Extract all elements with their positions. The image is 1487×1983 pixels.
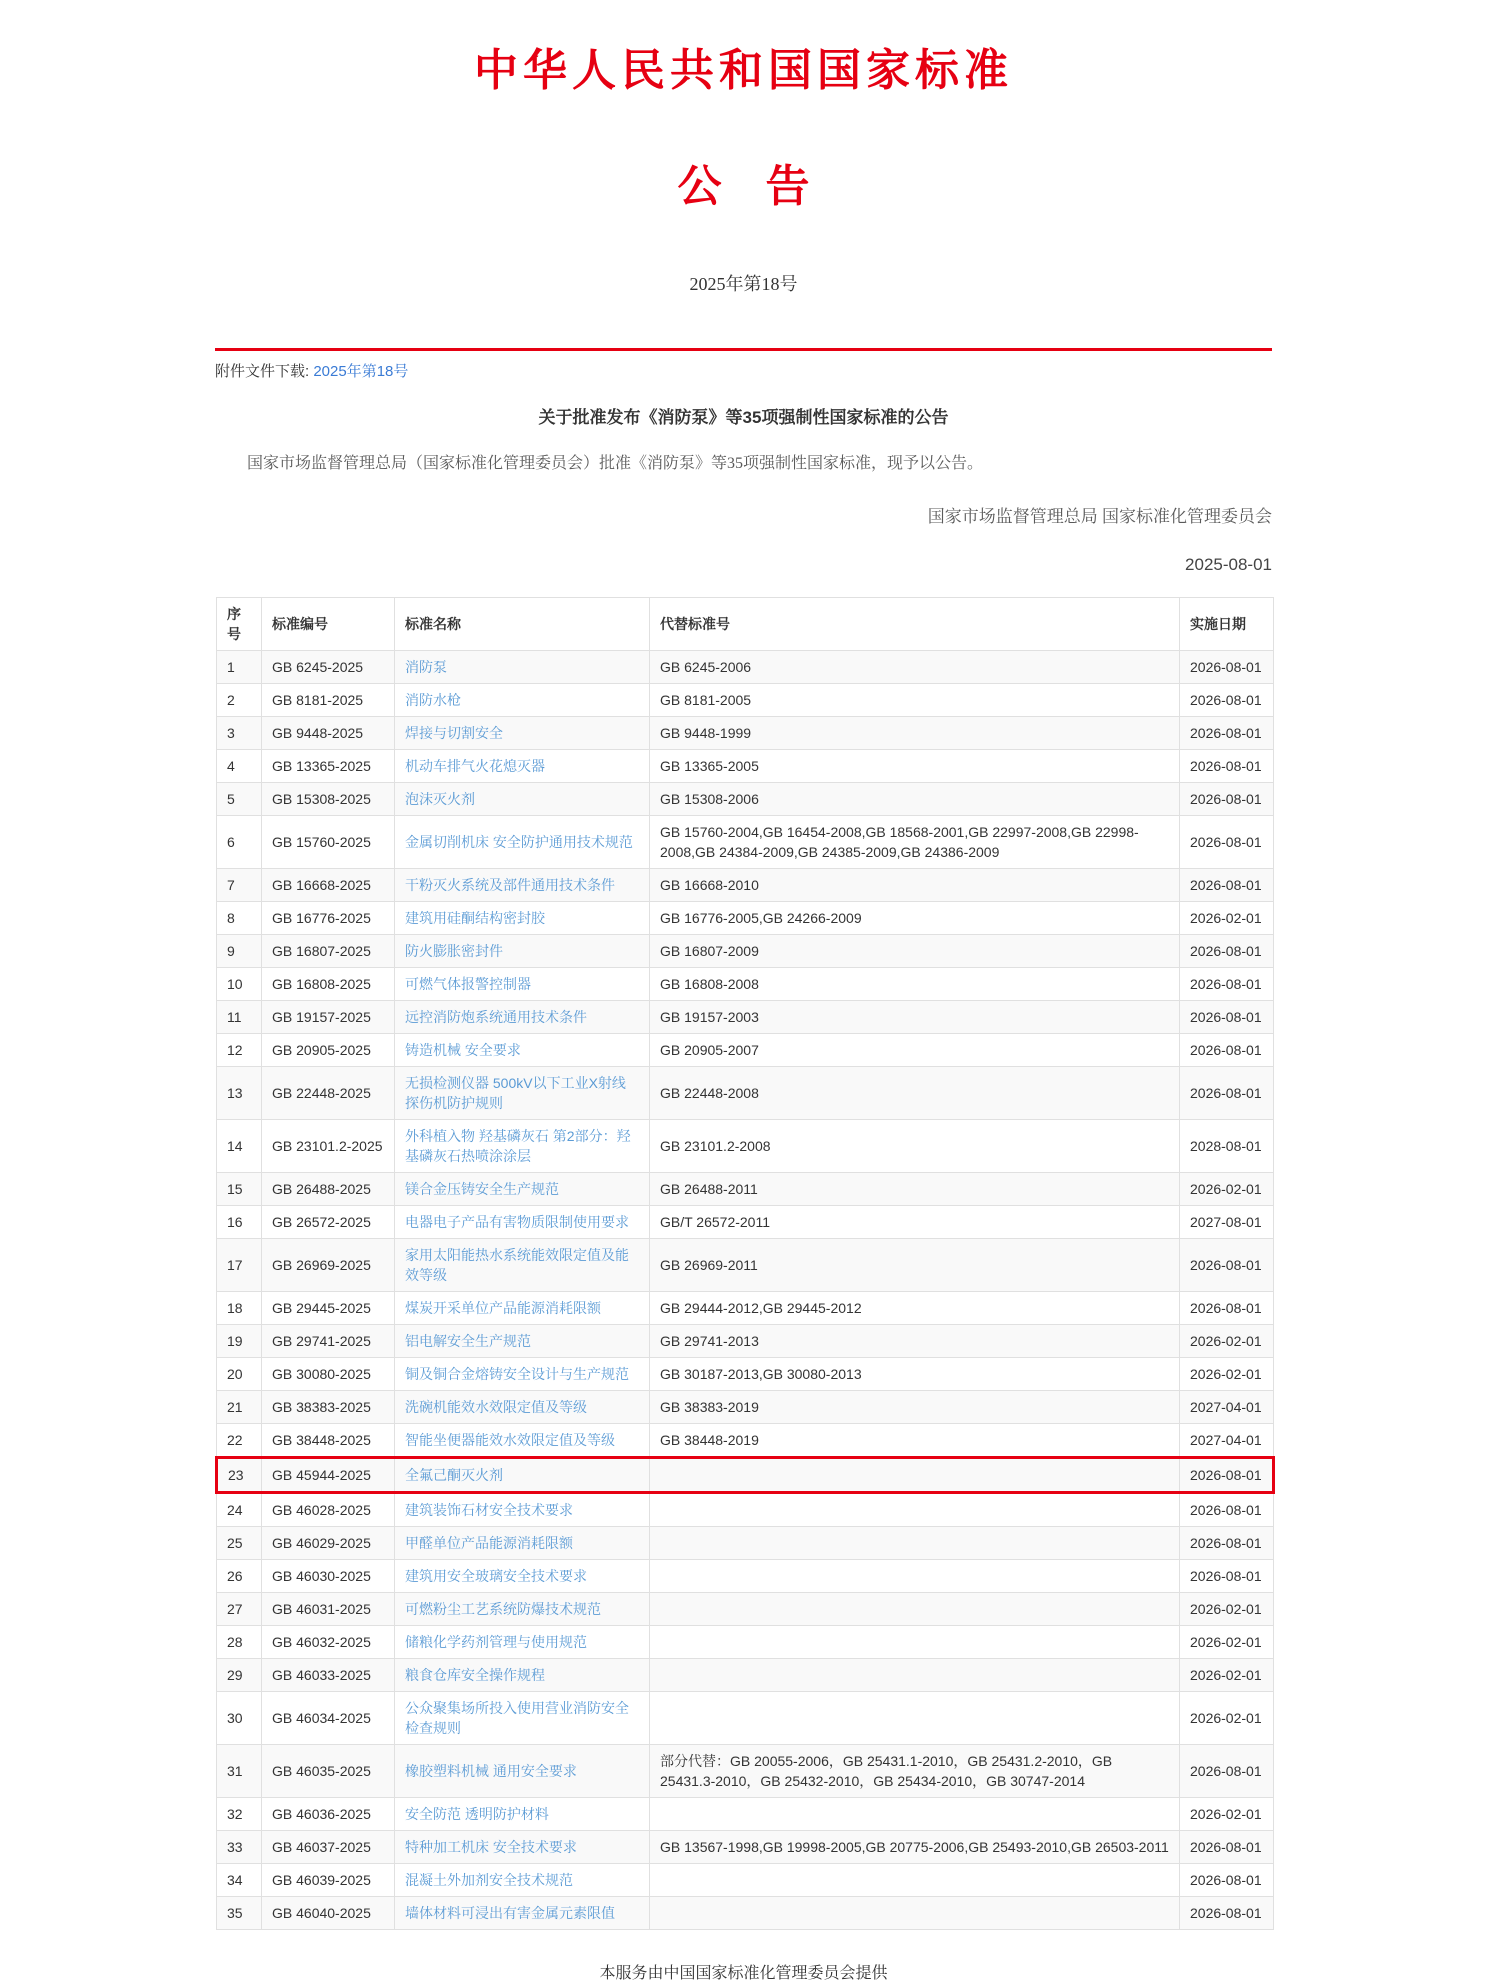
- cell-replaces: GB 29741-2013: [650, 1325, 1180, 1358]
- cell-seq: 13: [217, 1067, 262, 1120]
- standard-name-link[interactable]: 家用太阳能热水系统能效限定值及能效等级: [405, 1247, 629, 1283]
- cell-replaces: GB 22448-2008: [650, 1067, 1180, 1120]
- table-row-highlighted: [217, 1458, 1274, 1493]
- cell-date: 2026-08-01: [1180, 816, 1274, 869]
- header-date: 实施日期: [1180, 598, 1274, 651]
- table-row: [217, 1798, 1274, 1831]
- standard-name-link[interactable]: 橡胶塑料机械 通用安全要求: [405, 1763, 577, 1779]
- cell-replaces: GB/T 26572-2011: [650, 1206, 1180, 1239]
- cell-code: GB 16776-2025: [262, 902, 395, 935]
- standard-name-link[interactable]: 建筑用安全玻璃安全技术要求: [405, 1568, 587, 1584]
- cell-date: 2026-08-01: [1180, 684, 1274, 717]
- cell-replaces: GB 38383-2019: [650, 1391, 1180, 1424]
- cell-name: [395, 1593, 650, 1626]
- table-row: [217, 1067, 1274, 1120]
- cell-replaces: [650, 1692, 1180, 1745]
- cell-date: 2027-08-01: [1180, 1206, 1274, 1239]
- table-row: [217, 684, 1274, 717]
- cell-date: 2026-08-01: [1180, 1831, 1274, 1864]
- table-row: [217, 1593, 1274, 1626]
- cell-replaces: [650, 1593, 1180, 1626]
- cell-name: [395, 750, 650, 783]
- cell-date: 2026-08-01: [1180, 1292, 1274, 1325]
- cell-seq: 8: [217, 902, 262, 935]
- cell-seq: 27: [217, 1593, 262, 1626]
- standard-name-link[interactable]: 建筑用硅酮结构密封胶: [405, 910, 545, 926]
- cell-name: [395, 1745, 650, 1798]
- red-divider: [215, 348, 1272, 351]
- cell-date: 2026-08-01: [1180, 1034, 1274, 1067]
- cell-date: 2026-08-01: [1180, 1458, 1274, 1493]
- standard-name-link[interactable]: 铝电解安全生产规范: [405, 1333, 531, 1349]
- table-row: [217, 935, 1274, 968]
- cell-code: GB 46032-2025: [262, 1626, 395, 1659]
- cell-replaces: [650, 1659, 1180, 1692]
- cell-replaces: [650, 1493, 1180, 1527]
- table-row: [217, 1626, 1274, 1659]
- cell-replaces: GB 8181-2005: [650, 684, 1180, 717]
- standard-name-link[interactable]: 消防水枪: [405, 692, 461, 708]
- header-replaces: 代替标准号: [650, 598, 1180, 651]
- cell-date: 2026-02-01: [1180, 1626, 1274, 1659]
- cell-name: [395, 1206, 650, 1239]
- cell-code: GB 15760-2025: [262, 816, 395, 869]
- announcement-body: 国家市场监督管理总局（国家标准化管理委员会）批准《消防泵》等35项强制性国家标准，现予以公告。: [247, 455, 984, 472]
- cell-code: GB 8181-2025: [262, 684, 395, 717]
- cell-name: [395, 1001, 650, 1034]
- cell-name: [395, 1864, 650, 1897]
- cell-date: 2026-02-01: [1180, 1358, 1274, 1391]
- cell-date: 2026-08-01: [1180, 1527, 1274, 1560]
- standard-name-link[interactable]: 金属切削机床 安全防护通用技术规范: [405, 834, 633, 850]
- cell-code: GB 16808-2025: [262, 968, 395, 1001]
- cell-date: 2027-04-01: [1180, 1424, 1274, 1458]
- table-row: [217, 816, 1274, 869]
- cell-date: 2026-02-01: [1180, 1692, 1274, 1745]
- cell-seq: 35: [217, 1897, 262, 1930]
- cell-name: [395, 1173, 650, 1206]
- cell-date: 2026-08-01: [1180, 1493, 1274, 1527]
- cell-seq: 29: [217, 1659, 262, 1692]
- standards-table-body: [217, 651, 1274, 1930]
- cell-name: [395, 1458, 650, 1493]
- cell-replaces: GB 23101.2-2008: [650, 1120, 1180, 1173]
- cell-seq: 25: [217, 1527, 262, 1560]
- cell-code: GB 38448-2025: [262, 1424, 395, 1458]
- standard-name-link[interactable]: 铜及铜合金熔铸安全设计与生产规范: [405, 1366, 629, 1382]
- cell-seq: 18: [217, 1292, 262, 1325]
- standard-name-link[interactable]: 机动车排气火花熄灭器: [405, 758, 545, 774]
- cell-seq: 5: [217, 783, 262, 816]
- table-row: [217, 1692, 1274, 1745]
- cell-date: 2026-08-01: [1180, 651, 1274, 684]
- cell-seq: 26: [217, 1560, 262, 1593]
- cell-name: [395, 651, 650, 684]
- standard-name-link[interactable]: 墙体材料可浸出有害金属元素限值: [405, 1905, 615, 1921]
- cell-code: GB 30080-2025: [262, 1358, 395, 1391]
- cell-date: 2026-02-01: [1180, 1173, 1274, 1206]
- cell-name: [395, 1897, 650, 1930]
- cell-name: [395, 783, 650, 816]
- cell-seq: 30: [217, 1692, 262, 1745]
- table-row: [217, 717, 1274, 750]
- cell-name: [395, 1560, 650, 1593]
- cell-seq: 2: [217, 684, 262, 717]
- cell-replaces: [650, 1626, 1180, 1659]
- standard-name-link[interactable]: 干粉灭火系统及部件通用技术条件: [405, 877, 615, 893]
- header-code: 标准编号: [262, 598, 395, 651]
- standard-name-link[interactable]: 特种加工机床 安全技术要求: [405, 1839, 577, 1855]
- table-row: [217, 968, 1274, 1001]
- cell-code: GB 46028-2025: [262, 1493, 395, 1527]
- cell-code: GB 26488-2025: [262, 1173, 395, 1206]
- cell-replaces: GB 30187-2013,GB 30080-2013: [650, 1358, 1180, 1391]
- table-row: [217, 869, 1274, 902]
- issue-date: 2025-08-01: [1185, 555, 1272, 574]
- cell-code: GB 46030-2025: [262, 1560, 395, 1593]
- cell-date: 2028-08-01: [1180, 1120, 1274, 1173]
- cell-code: GB 13365-2025: [262, 750, 395, 783]
- standard-name-link[interactable]: 焊接与切割安全: [405, 725, 503, 741]
- table-header-row: [217, 598, 1274, 651]
- cell-replaces: GB 20905-2007: [650, 1034, 1180, 1067]
- cell-date: 2026-02-01: [1180, 1659, 1274, 1692]
- cell-name: [395, 1692, 650, 1745]
- announcement-title: 关于批准发布《消防泵》等35项强制性国家标准的公告: [538, 408, 949, 427]
- cell-seq: 12: [217, 1034, 262, 1067]
- cell-code: GB 16807-2025: [262, 935, 395, 968]
- cell-replaces: [650, 1798, 1180, 1831]
- cell-replaces: GB 29444-2012,GB 29445-2012: [650, 1292, 1180, 1325]
- table-row: [217, 1745, 1274, 1798]
- cell-date: 2026-08-01: [1180, 1864, 1274, 1897]
- cell-date: 2026-08-01: [1180, 935, 1274, 968]
- cell-date: 2026-08-01: [1180, 783, 1274, 816]
- cell-replaces: GB 6245-2006: [650, 651, 1180, 684]
- cell-name: [395, 816, 650, 869]
- attachment-label: 附件文件下载:: [215, 363, 310, 380]
- table-row: [217, 1120, 1274, 1173]
- cell-name: [395, 1120, 650, 1173]
- cell-replaces: GB 19157-2003: [650, 1001, 1180, 1034]
- cell-replaces: GB 16668-2010: [650, 869, 1180, 902]
- table-row: [217, 1173, 1274, 1206]
- cell-name: [395, 902, 650, 935]
- cell-date: 2026-02-01: [1180, 1325, 1274, 1358]
- table-row: [217, 1493, 1274, 1527]
- table-row: [217, 1659, 1274, 1692]
- cell-code: GB 9448-2025: [262, 717, 395, 750]
- cell-date: 2026-08-01: [1180, 968, 1274, 1001]
- table-row: [217, 902, 1274, 935]
- standard-name-link[interactable]: 全氟己酮灭火剂: [405, 1467, 503, 1483]
- table-row: [217, 1864, 1274, 1897]
- cell-replaces: GB 16776-2005,GB 24266-2009: [650, 902, 1180, 935]
- standard-name-link[interactable]: 煤炭开采单位产品能源消耗限额: [405, 1300, 601, 1316]
- cell-replaces: [650, 1458, 1180, 1493]
- cell-name: [395, 935, 650, 968]
- cell-seq: 9: [217, 935, 262, 968]
- standard-name-link[interactable]: 粮食仓库安全操作规程: [405, 1667, 545, 1683]
- cell-seq: 17: [217, 1239, 262, 1292]
- page-subtitle: 公 告: [677, 162, 810, 211]
- cell-code: GB 46035-2025: [262, 1745, 395, 1798]
- standard-name-link[interactable]: 镁合金压铸安全生产规范: [405, 1181, 559, 1197]
- standard-name-link[interactable]: 外科植入物 羟基磷灰石 第2部分：羟基磷灰石热喷涂涂层: [405, 1128, 631, 1164]
- table-row: [217, 1424, 1274, 1458]
- cell-code: GB 19157-2025: [262, 1001, 395, 1034]
- table-row: [217, 750, 1274, 783]
- cell-seq: 24: [217, 1493, 262, 1527]
- cell-name: [395, 1034, 650, 1067]
- cell-replaces: 部分代替：GB 20055-2006，GB 25431.1-2010，GB 25431.2-2010，GB 25431.3-2010，GB 25432-2010，GB 25434-2010，GB 30747-2014: [650, 1745, 1180, 1798]
- standard-name-link[interactable]: 洗碗机能效水效限定值及等级: [405, 1399, 587, 1415]
- cell-seq: 33: [217, 1831, 262, 1864]
- issue-number: 2025年第18号: [689, 274, 798, 294]
- standard-name-link[interactable]: 公众聚集场所投入使用营业消防安全检查规则: [405, 1700, 629, 1736]
- cell-code: GB 26969-2025: [262, 1239, 395, 1292]
- cell-seq: 31: [217, 1745, 262, 1798]
- table-row: [217, 1001, 1274, 1034]
- standard-name-link[interactable]: 混凝土外加剂安全技术规范: [405, 1872, 573, 1888]
- attachment-link[interactable]: 2025年第18号: [313, 363, 409, 380]
- cell-name: [395, 1493, 650, 1527]
- content-column: [215, 0, 1272, 1983]
- cell-name: [395, 717, 650, 750]
- attachment-download-row: [215, 360, 1272, 381]
- cell-code: GB 46036-2025: [262, 1798, 395, 1831]
- standard-name-link[interactable]: 无损检测仪器 500kV以下工业X射线探伤机防护规则: [405, 1075, 626, 1111]
- table-row: [217, 1034, 1274, 1067]
- cell-date: 2026-08-01: [1180, 750, 1274, 783]
- standard-name-link[interactable]: 远控消防炮系统通用技术条件: [405, 1009, 587, 1025]
- cell-date: 2026-08-01: [1180, 717, 1274, 750]
- cell-code: GB 6245-2025: [262, 651, 395, 684]
- table-row: [217, 1292, 1274, 1325]
- cell-code: GB 46031-2025: [262, 1593, 395, 1626]
- cell-replaces: GB 26969-2011: [650, 1239, 1180, 1292]
- table-row: [217, 1391, 1274, 1424]
- cell-replaces: GB 13365-2005: [650, 750, 1180, 783]
- cell-code: GB 26572-2025: [262, 1206, 395, 1239]
- cell-name: [395, 1358, 650, 1391]
- cell-date: 2026-02-01: [1180, 1798, 1274, 1831]
- cell-date: 2026-08-01: [1180, 1745, 1274, 1798]
- cell-seq: 22: [217, 1424, 262, 1458]
- standard-name-link[interactable]: 甲醛单位产品能源消耗限额: [405, 1535, 573, 1551]
- cell-replaces: [650, 1560, 1180, 1593]
- cell-seq: 6: [217, 816, 262, 869]
- cell-replaces: [650, 1864, 1180, 1897]
- cell-date: 2026-08-01: [1180, 1067, 1274, 1120]
- cell-code: GB 46034-2025: [262, 1692, 395, 1745]
- cell-code: GB 22448-2025: [262, 1067, 395, 1120]
- cell-code: GB 20905-2025: [262, 1034, 395, 1067]
- footer-note: 本服务由中国国家标准化管理委员会提供: [599, 1965, 888, 1982]
- cell-seq: 32: [217, 1798, 262, 1831]
- cell-code: GB 46037-2025: [262, 1831, 395, 1864]
- standard-name-link[interactable]: 防火膨胀密封件: [405, 943, 503, 959]
- cell-name: [395, 1798, 650, 1831]
- cell-seq: 1: [217, 651, 262, 684]
- cell-code: GB 46033-2025: [262, 1659, 395, 1692]
- table-row: [217, 1206, 1274, 1239]
- cell-code: GB 38383-2025: [262, 1391, 395, 1424]
- cell-code: GB 29445-2025: [262, 1292, 395, 1325]
- table-row: [217, 651, 1274, 684]
- table-row: [217, 1527, 1274, 1560]
- cell-seq: 21: [217, 1391, 262, 1424]
- header-name: 标准名称: [395, 598, 650, 651]
- page-title: 中华人民共和国国家标准: [474, 46, 1013, 95]
- cell-replaces: GB 9448-1999: [650, 717, 1180, 750]
- standard-name-link[interactable]: 建筑装饰石材安全技术要求: [405, 1502, 573, 1518]
- cell-date: 2026-08-01: [1180, 1560, 1274, 1593]
- cell-seq: 23: [217, 1458, 262, 1493]
- cell-replaces: GB 38448-2019: [650, 1424, 1180, 1458]
- cell-name: [395, 1067, 650, 1120]
- issuing-authority: 国家市场监督管理总局 国家标准化管理委员会: [927, 507, 1272, 526]
- cell-date: 2027-04-01: [1180, 1391, 1274, 1424]
- cell-code: GB 29741-2025: [262, 1325, 395, 1358]
- cell-name: [395, 1391, 650, 1424]
- standard-name-link[interactable]: 安全防范 透明防护材料: [405, 1806, 549, 1822]
- cell-code: GB 46040-2025: [262, 1897, 395, 1930]
- standard-name-link[interactable]: 储粮化学药剂管理与使用规范: [405, 1634, 587, 1650]
- table-row: [217, 1239, 1274, 1292]
- cell-seq: 19: [217, 1325, 262, 1358]
- standard-name-link[interactable]: 铸造机械 安全要求: [405, 1042, 521, 1058]
- cell-code: GB 46029-2025: [262, 1527, 395, 1560]
- table-row: [217, 1358, 1274, 1391]
- cell-name: [395, 1831, 650, 1864]
- standard-name-link[interactable]: 电器电子产品有害物质限制使用要求: [405, 1214, 629, 1230]
- standard-name-link[interactable]: 消防泵: [405, 659, 447, 675]
- cell-name: [395, 1626, 650, 1659]
- table-row: [217, 1325, 1274, 1358]
- cell-seq: 14: [217, 1120, 262, 1173]
- cell-replaces: GB 16807-2009: [650, 935, 1180, 968]
- cell-name: [395, 869, 650, 902]
- cell-name: [395, 1325, 650, 1358]
- cell-code: GB 16668-2025: [262, 869, 395, 902]
- cell-name: [395, 1527, 650, 1560]
- cell-seq: 16: [217, 1206, 262, 1239]
- cell-name: [395, 1659, 650, 1692]
- cell-name: [395, 1239, 650, 1292]
- cell-code: GB 23101.2-2025: [262, 1120, 395, 1173]
- cell-seq: 28: [217, 1626, 262, 1659]
- cell-seq: 3: [217, 717, 262, 750]
- cell-replaces: GB 15760-2004,GB 16454-2008,GB 18568-2001,GB 22997-2008,GB 22998-2008,GB 24384-2009,GB 24385-2009,GB 24386-2009: [650, 816, 1180, 869]
- standard-name-link[interactable]: 可燃气体报警控制器: [405, 976, 531, 992]
- table-row: [217, 1831, 1274, 1864]
- standards-table: [215, 597, 1275, 1930]
- cell-date: 2026-08-01: [1180, 1001, 1274, 1034]
- cell-date: 2026-08-01: [1180, 1897, 1274, 1930]
- cell-seq: 15: [217, 1173, 262, 1206]
- cell-date: 2026-08-01: [1180, 869, 1274, 902]
- cell-replaces: [650, 1527, 1180, 1560]
- table-row: [217, 1560, 1274, 1593]
- cell-name: [395, 684, 650, 717]
- cell-seq: 7: [217, 869, 262, 902]
- table-row: [217, 783, 1274, 816]
- cell-code: GB 15308-2025: [262, 783, 395, 816]
- cell-code: GB 46039-2025: [262, 1864, 395, 1897]
- cell-name: [395, 1292, 650, 1325]
- table-row: [217, 1897, 1274, 1930]
- cell-seq: 4: [217, 750, 262, 783]
- cell-seq: 34: [217, 1864, 262, 1897]
- header-seq: 序号: [217, 598, 262, 651]
- cell-replaces: [650, 1897, 1180, 1930]
- standard-name-link[interactable]: 智能坐便器能效水效限定值及等级: [405, 1432, 615, 1448]
- cell-date: 2026-02-01: [1180, 1593, 1274, 1626]
- cell-date: 2026-02-01: [1180, 902, 1274, 935]
- cell-seq: 10: [217, 968, 262, 1001]
- cell-replaces: GB 26488-2011: [650, 1173, 1180, 1206]
- cell-seq: 11: [217, 1001, 262, 1034]
- standard-name-link[interactable]: 泡沫灭火剂: [405, 791, 475, 807]
- standard-name-link[interactable]: 可燃粉尘工艺系统防爆技术规范: [405, 1601, 601, 1617]
- cell-replaces: GB 13567-1998,GB 19998-2005,GB 20775-2006,GB 25493-2010,GB 26503-2011: [650, 1831, 1180, 1864]
- cell-date: 2026-08-01: [1180, 1239, 1274, 1292]
- cell-name: [395, 968, 650, 1001]
- cell-name: [395, 1424, 650, 1458]
- cell-replaces: GB 16808-2008: [650, 968, 1180, 1001]
- cell-replaces: GB 15308-2006: [650, 783, 1180, 816]
- cell-code: GB 45944-2025: [262, 1458, 395, 1493]
- cell-seq: 20: [217, 1358, 262, 1391]
